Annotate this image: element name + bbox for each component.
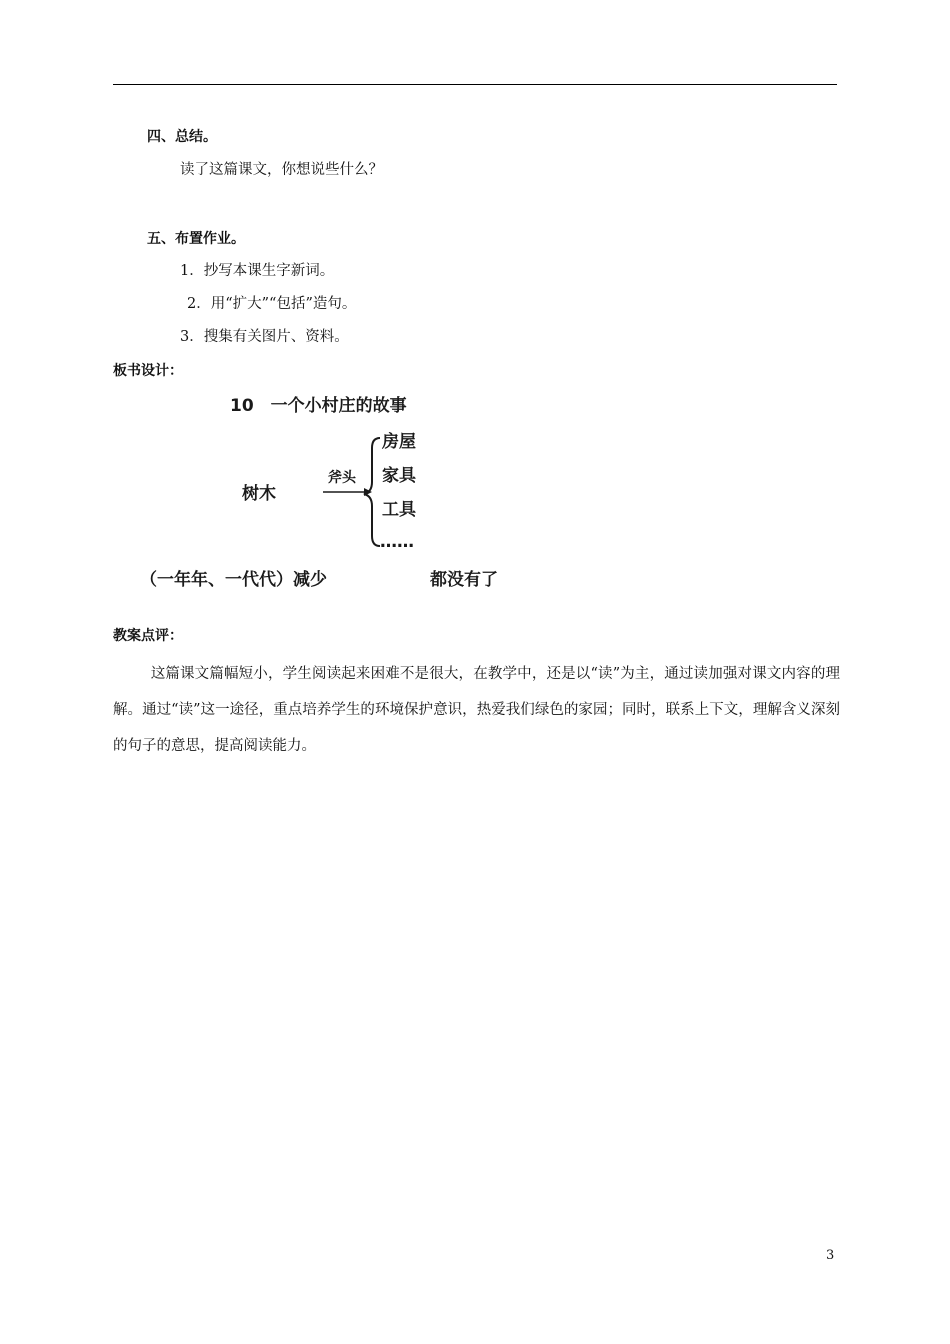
board-branch-4: …… xyxy=(380,532,414,552)
review-text: 这篇课文篇幅短小，学生阅读起来困难不是很大，在教学中，还是以“读”为主，通过读加强对课文内容的理解。通过“读”这一途径，重点培养学生的环境保护意识，热爱我们绿色的家园；同时，联系上下文，理解含义深刻的句子的意思，提高阅读能力。 xyxy=(113,666,840,754)
board-bottom-right: 都没有了 xyxy=(430,570,498,590)
board-arrow-label: 斧头 xyxy=(328,470,356,486)
board-diagram xyxy=(140,388,540,604)
header-rule xyxy=(113,84,837,85)
page-number: 3 xyxy=(826,1248,835,1263)
homework-item-1: 1．抄写本课生字新词。 xyxy=(180,263,335,279)
board-title: 10 一个小村庄的故事 xyxy=(230,396,407,416)
homework-item-3: 3．搜集有关图片、资料。 xyxy=(180,329,349,345)
board-branch-1: 房屋 xyxy=(382,432,416,452)
summary-heading: 四、总结。 xyxy=(147,129,217,145)
board-bottom-left: （一年年、一代代）减少 xyxy=(140,570,327,590)
board-branch-3: 工具 xyxy=(382,500,416,520)
summary-text: 读了这篇课文，你想说些什么？ xyxy=(180,162,383,178)
homework-item-2: 2．用“扩大”“包括”造句。 xyxy=(187,296,357,312)
board-branch-2: 家具 xyxy=(382,466,416,486)
board-left-word: 树木 xyxy=(242,484,276,504)
board-design-heading: 板书设计： xyxy=(113,363,183,379)
homework-heading: 五、布置作业。 xyxy=(147,231,245,247)
review-heading: 教案点评： xyxy=(113,628,183,644)
